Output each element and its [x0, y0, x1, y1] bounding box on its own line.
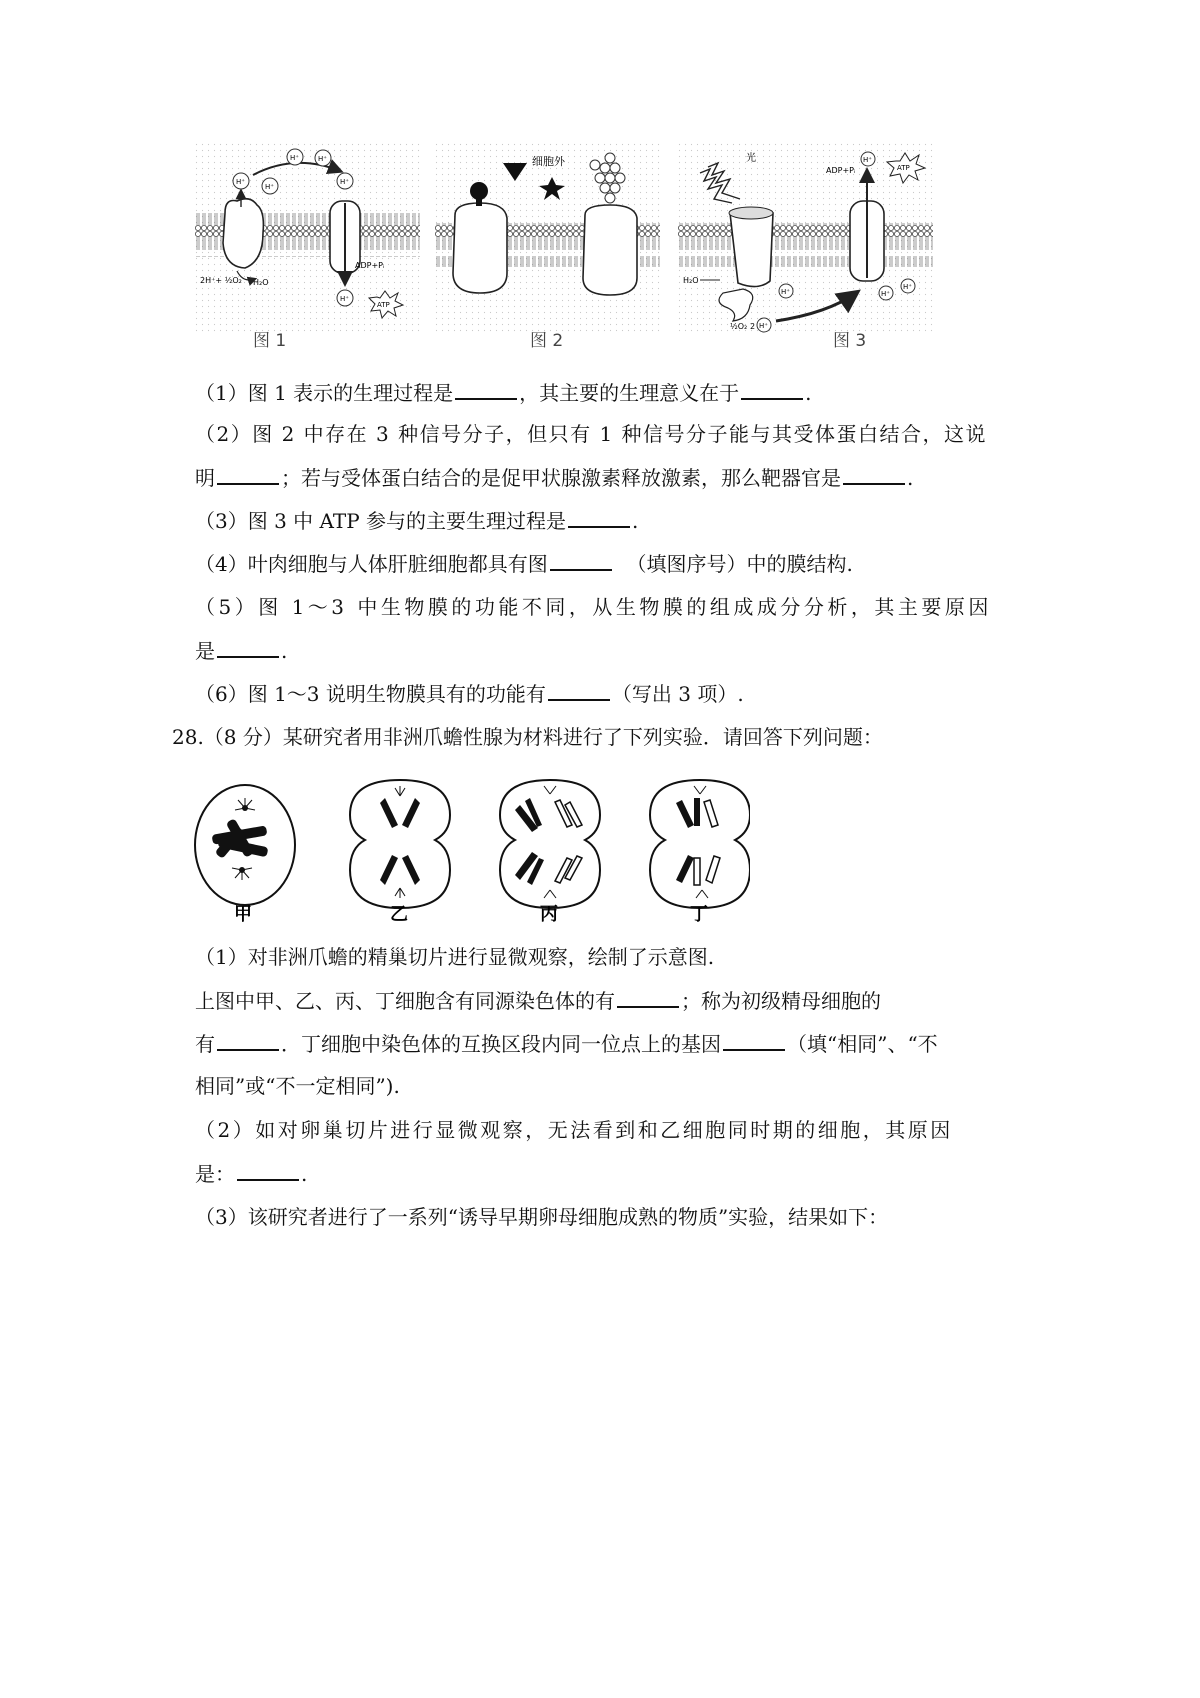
svg-text:ATP: ATP: [897, 164, 910, 172]
figure-1: [195, 143, 420, 351]
answer-blank[interactable]: [617, 986, 679, 1008]
svg-text:H₂O: H₂O: [683, 276, 699, 285]
cell-division-figures: [190, 770, 750, 930]
q28-2-line1: 上图中甲、乙、丙、丁细胞含有同源染色体的有 ；称为初级精母细胞的: [195, 986, 881, 1015]
q28-2-line2: 有 ．丁细胞中染色体的互换区段内同一位点上的基因 （填“相同”、“不: [195, 1029, 938, 1058]
q27-2-line1: （2）图 2 中存在 3 种信号分子，但只有 1 种信号分子能与其受体蛋白结合，这说: [195, 422, 988, 446]
q27-4: （4）叶肉细胞与人体肝脏细胞都具有图 （填图序号）中的膜结构.: [195, 549, 853, 578]
svg-text:H⁺: H⁺: [340, 178, 349, 186]
figure-2: [435, 143, 660, 351]
svg-text:H⁺: H⁺: [759, 322, 768, 330]
svg-text:H⁺: H⁺: [863, 156, 872, 164]
svg-text:H⁺: H⁺: [318, 155, 327, 163]
svg-text:甲: 甲: [234, 904, 252, 925]
svg-text:H₂O: H₂O: [253, 278, 269, 287]
answer-blank[interactable]: [217, 463, 279, 485]
svg-text:ADP+Pᵢ: ADP+Pᵢ: [355, 261, 385, 270]
svg-text:½O₂: ½O₂: [730, 322, 748, 331]
q28-4: （3）该研究者进行了一系列“诱导早期卵母细胞成熟的物质”实验，结果如下：: [195, 1205, 889, 1229]
q27-6: （6）图 1～3 说明生物膜具有的功能有 （写出 3 项）.: [195, 679, 744, 708]
svg-text:H⁺: H⁺: [236, 178, 245, 186]
svg-text:H⁺: H⁺: [265, 183, 274, 191]
svg-text:丁: 丁: [690, 904, 708, 925]
q28-2-line3: 相同”或“不一定相同”).: [195, 1074, 400, 1098]
answer-blank[interactable]: [217, 636, 279, 658]
answer-blank[interactable]: [550, 549, 612, 571]
q27-1: （1）图 1 表示的生理过程是 ，其主要的生理意义在于 .: [195, 378, 812, 407]
q27-5-line2: 是 .: [195, 636, 287, 665]
cell-yi: [350, 780, 450, 925]
svg-text:H⁺: H⁺: [903, 283, 912, 291]
answer-blank[interactable]: [217, 1029, 279, 1051]
answer-blank[interactable]: [741, 378, 803, 400]
q28-3-line2: 是： .: [195, 1159, 307, 1188]
svg-text:H⁺: H⁺: [781, 288, 790, 296]
svg-text:H⁺: H⁺: [881, 290, 890, 298]
answer-blank[interactable]: [568, 506, 630, 528]
answer-blank[interactable]: [455, 378, 517, 400]
cell-bing: [500, 780, 600, 925]
light-label: 光: [746, 153, 756, 164]
figure-3-caption: 图 3: [833, 331, 867, 351]
signal-molecule-bound: [470, 182, 488, 200]
answer-blank[interactable]: [237, 1159, 299, 1181]
q27-3: （3）图 3 中 ATP 参与的主要生理过程是 .: [195, 506, 638, 535]
membrane-figures: [195, 143, 945, 358]
q28-header: 28.（8 分）某研究者用非洲爪蟾性腺为材料进行了下列实验．请回答下列问题：: [172, 725, 883, 749]
svg-text:丙: 丙: [540, 904, 558, 925]
figure-2-caption: 图 2: [530, 331, 564, 351]
cell-ding: [650, 780, 750, 925]
answer-blank[interactable]: [548, 679, 610, 701]
answer-blank[interactable]: [843, 463, 905, 485]
svg-text:ADP+Pᵢ: ADP+Pᵢ: [826, 166, 856, 175]
outside-cell-label: 细胞外: [532, 155, 565, 168]
cell-jia: [195, 785, 295, 925]
svg-text:2: 2: [750, 322, 756, 331]
q27-5-line1: （5）图 1～3 中生物膜的功能不同，从生物膜的组成成分分析，其主要原因: [195, 595, 992, 619]
svg-text:2H⁺+ ½O₂: 2H⁺+ ½O₂: [200, 276, 242, 285]
figure-3: [678, 143, 933, 351]
answer-blank[interactable]: [723, 1029, 785, 1051]
q28-1: （1）对非洲爪蟾的精巢切片进行显微观察，绘制了示意图.: [195, 945, 715, 969]
svg-text:乙: 乙: [390, 904, 408, 925]
svg-text:H⁺: H⁺: [340, 295, 349, 303]
svg-text:H⁺: H⁺: [290, 154, 299, 162]
figure-1-caption: 图 1: [253, 331, 287, 351]
svg-text:ATP: ATP: [377, 301, 390, 309]
q28-3-line1: （2）如对卵巢切片进行显微观察，无法看到和乙细胞同时期的细胞，其原因: [195, 1118, 953, 1142]
q27-2-line2: 明 ；若与受体蛋白结合的是促甲状腺激素释放激素，那么靶器官是 .: [195, 463, 913, 492]
